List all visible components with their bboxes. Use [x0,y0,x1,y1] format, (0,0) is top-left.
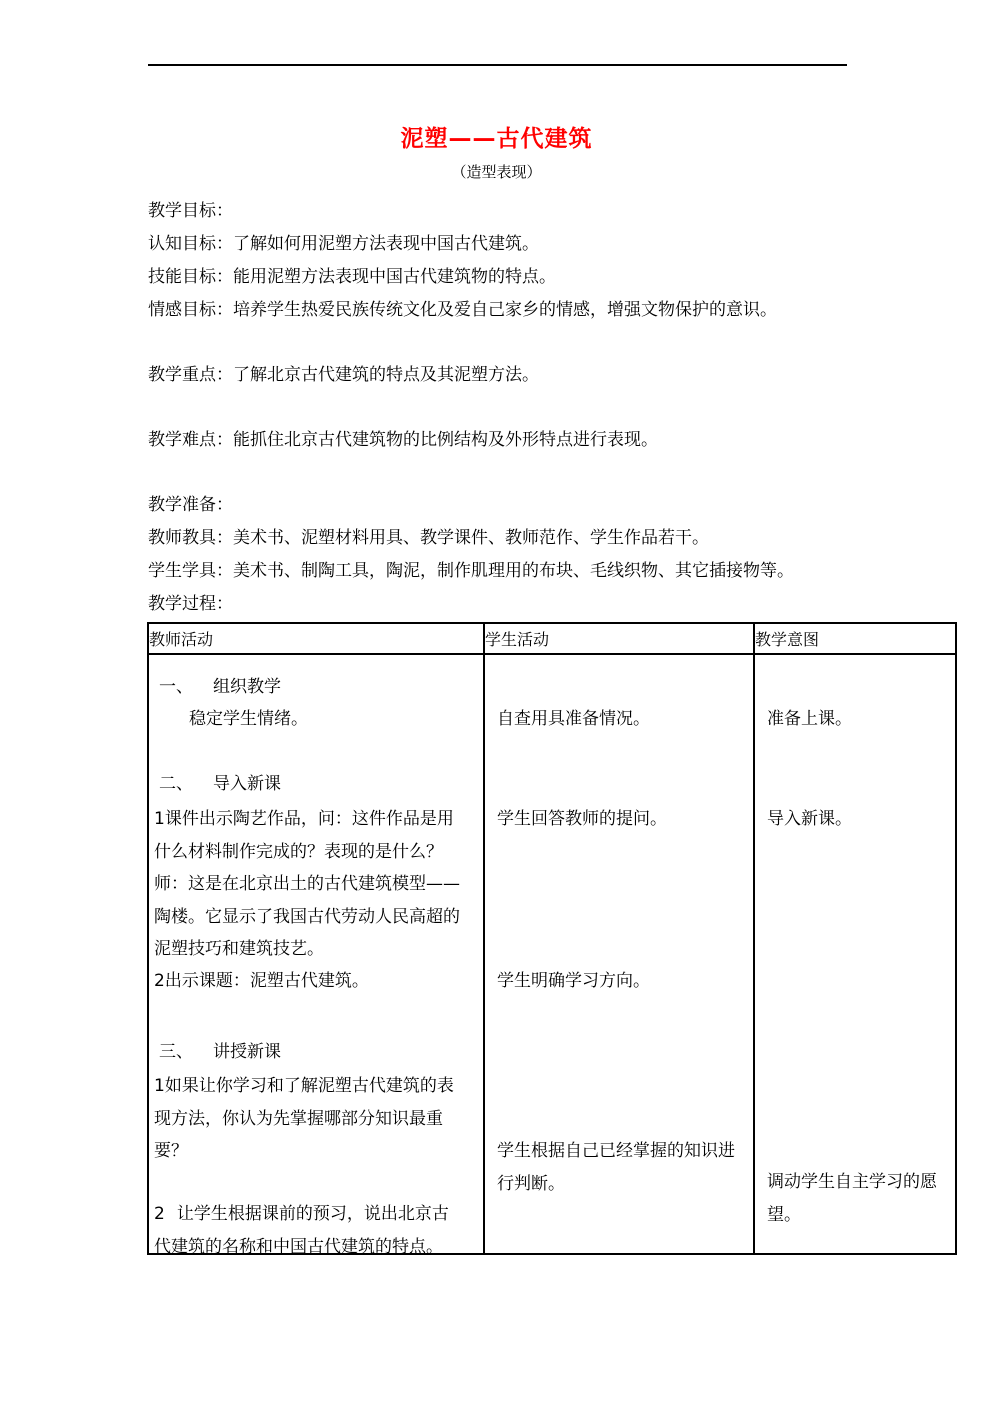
section3-heading [159,1036,479,1069]
section2-paragraph3: 2出示课题：泥塑古代建筑。 [154,971,369,991]
student-activity-3: 学生明确学习方向。 [497,971,650,991]
page-title: 泥塑——古代建筑 [400,126,593,152]
section2-body [154,803,460,966]
page-subtitle: （造型表现） [451,163,542,181]
teaching-intent-1: 准备上课。 [767,709,852,729]
table-header-row [148,623,956,654]
intro-paragraph-process: 教学过程： [148,594,233,614]
intro-section [148,195,864,621]
section3-paragraph2-text: 让学生根据课前的预习，说出北京古代建筑的名称和中国古代建筑的特点。 [154,1204,449,1257]
student-activity-4: 学生根据自己已经掌握的知识进行判断。 [497,1141,735,1194]
section2-paragraph2: 师：这是在北京出土的古代建筑模型——陶楼。它显示了我国古代劳动人民高超的泥塑技巧和建筑技艺。 [154,874,460,959]
student-activity-1: 自查用具准备情况。 [497,709,650,729]
section2-title: 导入新课 [213,774,281,794]
column-header-student-activity: 学生活动 [484,623,754,654]
section1-number: 一、 [159,677,193,697]
teacher-activity-cell [148,654,484,1257]
section3-paragraph2-number: 2 [154,1204,165,1224]
section1-line: 稳定学生情绪。 [189,709,308,729]
intro-paragraph-teacher-aids: 教师教具：美术书、泥塑材料用具、教学课件、教师范作、学生作品若干。 [148,528,709,548]
intro-paragraph-student-aids: 学生学具：美术书、制陶工具，陶泥，制作肌理用的布块、毛线织物、其它插接物等。 [148,561,794,581]
section3-paragraph1: 1如果让你学习和了解泥塑古代建筑的表现方法，你认为先掌握哪部分知识最重要？ [154,1076,454,1161]
section1-heading [159,671,479,704]
section1-title: 组织教学 [213,677,281,697]
teaching-intent-2: 导入新课。 [767,809,852,829]
header-rule [148,64,847,66]
student-activity-cell [484,654,754,1254]
teaching-intent-cell [754,654,956,1254]
intro-paragraph-preparation: 教学准备： [148,495,233,515]
intro-paragraph-skill: 技能目标：能用泥塑方法表现中国古代建筑物的特点。 [148,267,556,287]
intro-paragraph-goals: 教学目标： [148,201,233,221]
column-header-teaching-intent: 教学意图 [754,623,956,654]
student-activity-2: 学生回答教师的提问。 [497,809,667,829]
intro-paragraph-key-point: 教学重点：了解北京古代建筑的特点及其泥塑方法。 [148,365,539,385]
section2-paragraph1: 1课件出示陶艺作品，问：这件作品是用什么材料制作完成的？表现的是什么？ [154,809,454,862]
section2-heading [159,768,479,801]
section3-number: 三、 [159,1042,193,1062]
column-header-teacher-activity: 教师活动 [148,623,484,654]
section3-paragraph2 [154,1198,460,1263]
teaching-intent-3: 调动学生自主学习的愿望。 [767,1172,937,1225]
intro-paragraph-emotion: 情感目标：培养学生热爱民族传统文化及爱自己家乡的情感，增强文物保护的意识。 [148,300,777,320]
section2-number: 二、 [159,774,193,794]
intro-paragraph-cognitive: 认知目标：了解如何用泥塑方法表现中国古代建筑。 [148,234,539,254]
lesson-plan-table [147,622,957,1255]
table-body-row [148,654,956,1254]
section3-title: 讲授新课 [213,1042,281,1062]
intro-paragraph-difficulty: 教学难点：能抓住北京古代建筑物的比例结构及外形特点进行表现。 [148,430,658,450]
